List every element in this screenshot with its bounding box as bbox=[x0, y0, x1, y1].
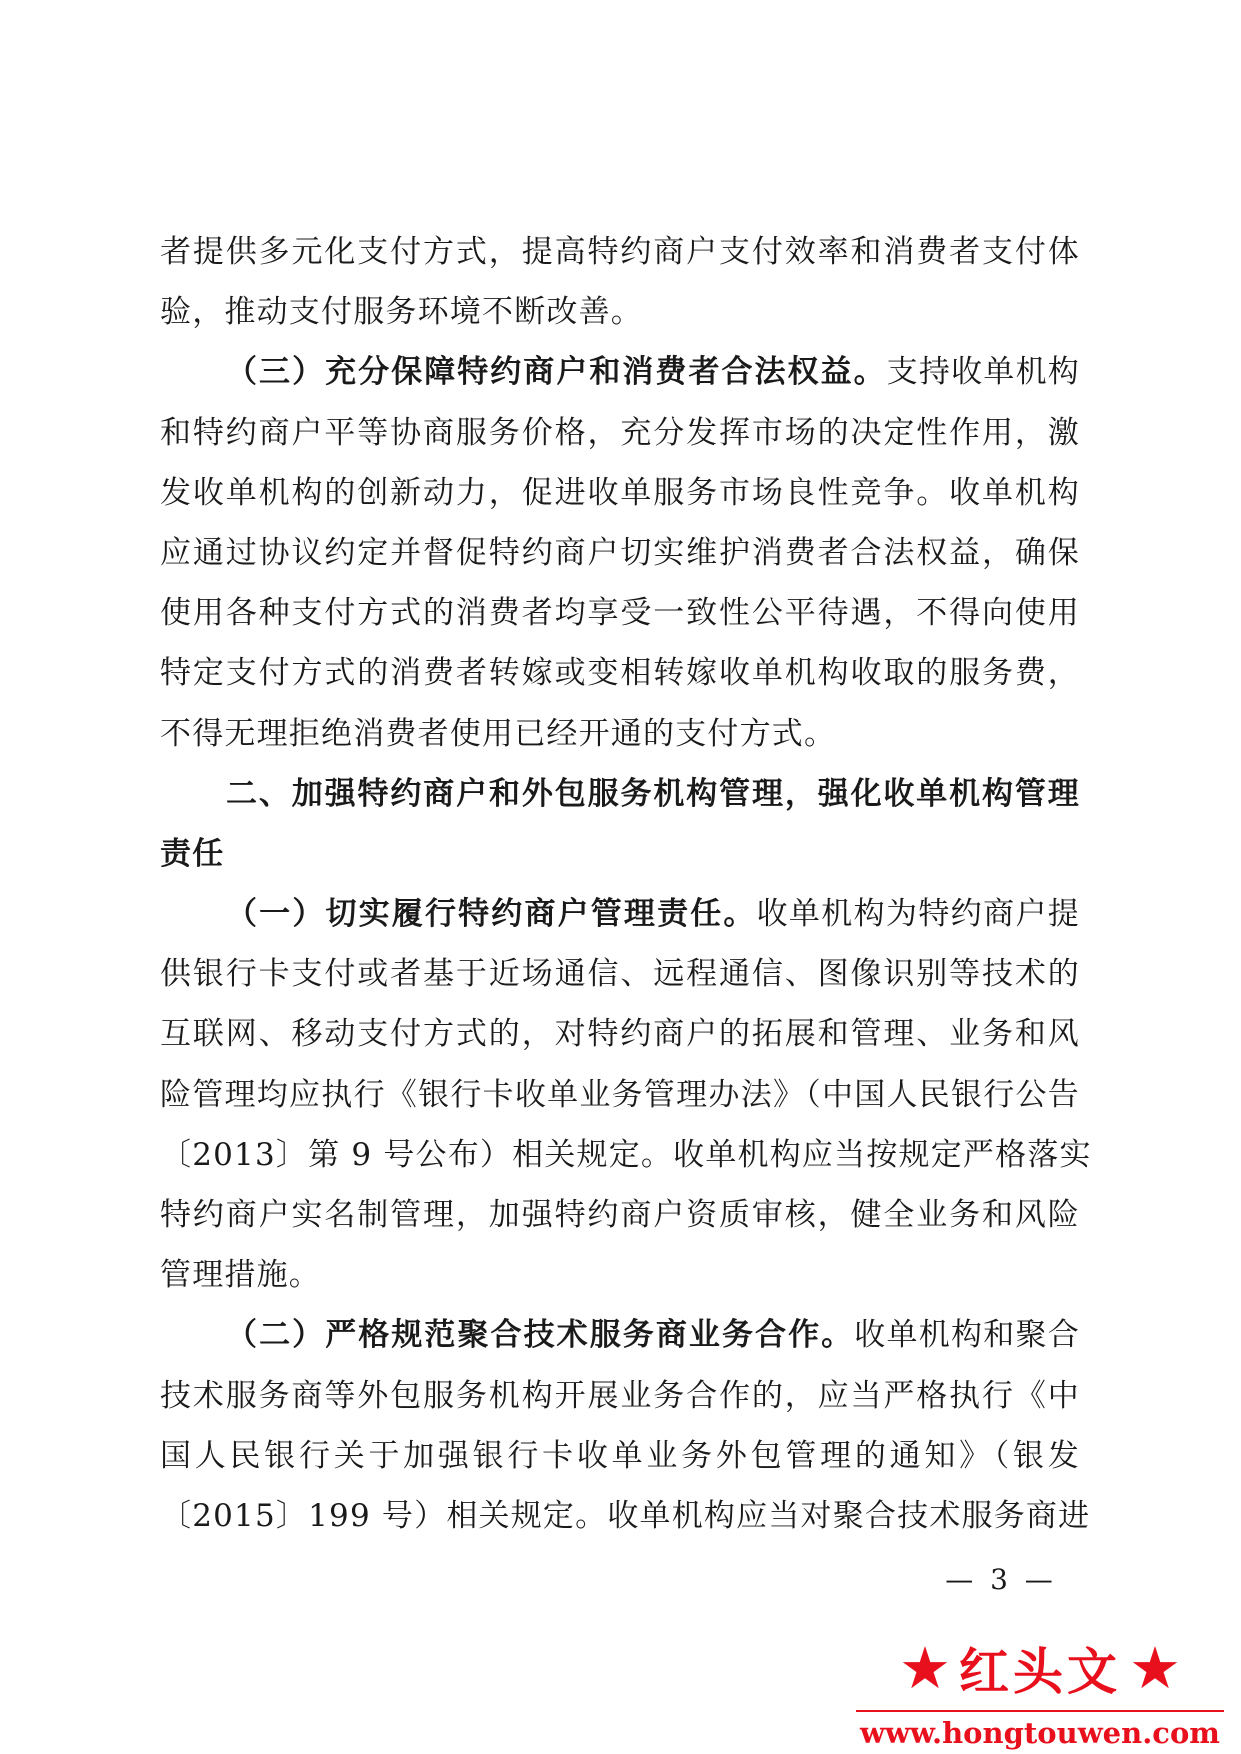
subsection-line: （二）严格规范聚合技术服务商业务合作。收单机构和聚合 bbox=[226, 1317, 1081, 1354]
page-number: — 3 — bbox=[945, 1563, 1057, 1596]
subsection-heading: （三）充分保障特约商户和消费者合法权益。 bbox=[226, 354, 887, 391]
watermark-logo bbox=[850, 1632, 1230, 1750]
text-line: 互联网、移动支付方式的，对特约商户的拓展和管理、业务和风 bbox=[160, 1016, 1080, 1053]
text-line: 供银行卡支付或者基于近场通信、远程通信、图像识别等技术的 bbox=[160, 956, 1080, 993]
watermark-text: 红头文 bbox=[959, 1643, 1121, 1701]
text-line: 特定支付方式的消费者转嫁或变相转嫁收单机构收取的服务费， bbox=[160, 655, 1080, 692]
text-line: 特约商户实名制管理，加强特约商户资质审核，健全业务和风险 bbox=[160, 1197, 1080, 1233]
text-line: 应通过协议约定并督促特约商户切实维护消费者合法权益，确保 bbox=[160, 534, 1080, 571]
text-line: 使用各种支付方式的消费者均享受一致性公平待遇，不得向使用 bbox=[160, 595, 1080, 632]
subsection-line: （一）切实履行特约商户管理责任。收单机构为特约商户提 bbox=[226, 896, 1081, 933]
text-line: 不得无理拒绝消费者使用已经开通的支付方式。 bbox=[160, 715, 837, 752]
text-line: 验，推动支付服务环境不断改善。 bbox=[160, 294, 643, 331]
star-icon: ★ bbox=[899, 1634, 951, 1702]
text-line: 和特约商户平等协商服务价格，充分发挥市场的决定性作用，激 bbox=[160, 414, 1080, 451]
section-heading: 二、加强特约商户和外包服务机构管理，强化收单机构管理 bbox=[226, 775, 1080, 812]
watermark-url: www.hongtouwen.com bbox=[860, 1716, 1220, 1750]
text-line: 国人民银行关于加强银行卡收单业务外包管理的通知》（银发 bbox=[160, 1437, 1080, 1474]
text-line: 〔2013〕第 9 号公布）相关规定。收单机构应当按规定严格落实 bbox=[160, 1136, 1092, 1173]
text-line: 〔2015〕199 号）相关规定。收单机构应当对聚合技术服务商进 bbox=[160, 1497, 1091, 1534]
subsection-heading: （一）切实履行特约商户管理责任。 bbox=[226, 896, 757, 933]
text-line: 发收单机构的创新动力，促进收单服务市场良性竞争。收单机构 bbox=[160, 474, 1080, 511]
subsection-heading: （二）严格规范聚合技术服务商业务合作。 bbox=[226, 1317, 855, 1354]
watermark-title bbox=[850, 1632, 1230, 1704]
text-line: 技术服务商等外包服务机构开展业务合作的，应当严格执行《中 bbox=[160, 1377, 1080, 1414]
document-body bbox=[160, 222, 1092, 1546]
section-heading-continued: 责任 bbox=[160, 835, 225, 872]
text-line: 险管理均应执行《银行卡收单业务管理办法》（中国人民银行公告 bbox=[160, 1076, 1080, 1113]
text-line: 管理措施。 bbox=[160, 1257, 321, 1294]
text-line: 者提供多元化支付方式，提高特约商户支付效率和消费者支付体 bbox=[160, 234, 1080, 270]
subsection-line: （三）充分保障特约商户和消费者合法权益。支持收单机构 bbox=[226, 354, 1080, 391]
watermark-divider bbox=[856, 1710, 1224, 1712]
star-icon: ★ bbox=[1129, 1634, 1181, 1702]
